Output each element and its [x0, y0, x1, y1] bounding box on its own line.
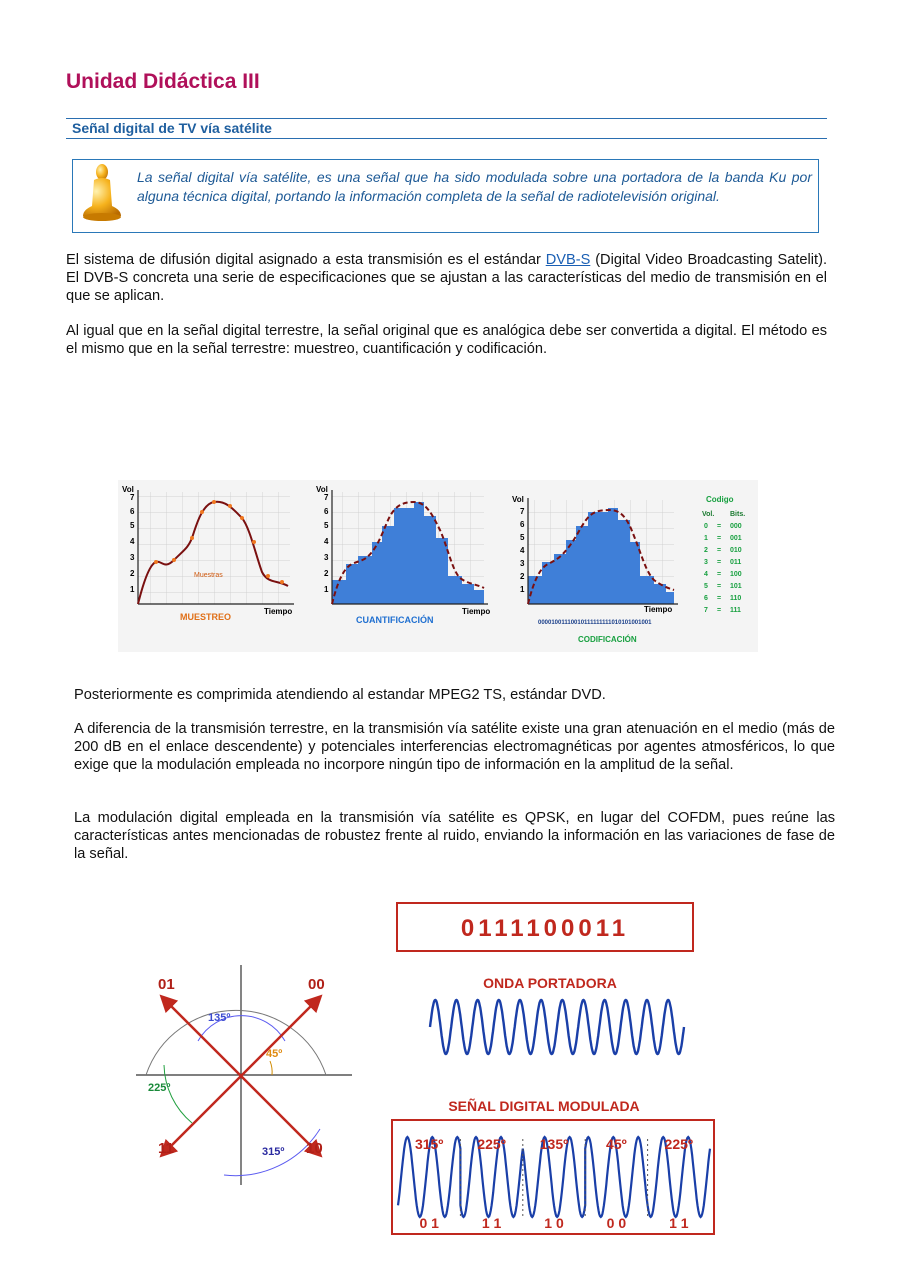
code-eq: = — [717, 583, 722, 590]
digitization-figure — [118, 480, 758, 652]
code-eq: = — [717, 559, 722, 566]
code-bits-4: 100 — [730, 571, 742, 578]
quantization-chart — [316, 485, 490, 625]
page-title: Unidad Didáctica III — [66, 70, 260, 93]
sampling-chart — [122, 485, 294, 622]
svg-text:6: 6 — [520, 520, 525, 529]
svg-text:1: 1 — [130, 585, 135, 594]
svg-text:2: 2 — [324, 569, 329, 578]
tiempo-label-1: Tiempo — [264, 607, 293, 616]
paragraph-attenuation: A diferencia de la transmisión terrestre, en la transmisión vía satélite existe una gran atenuación en el medio (más de 200 dB en el enlace descendente) y potenciales interferencias electromagnéticas por agentes atmosféricos, lo que exige que la modulación empleada no incorpore ningún tipo de información en la amplitud de la señal. — [74, 721, 835, 773]
code-bits-3: 011 — [730, 559, 742, 566]
quadrant-00-label: 00 — [308, 976, 325, 993]
paragraph-dvb-s — [66, 251, 827, 305]
codificacion-label: CODIFICACIÓN — [578, 635, 637, 644]
code-bits-1: 001 — [730, 535, 742, 542]
bitstream-label: 00001001110010111111111010101001001 — [538, 620, 652, 626]
svg-text:3: 3 — [324, 553, 329, 562]
code-vol-0: 0 — [704, 523, 708, 530]
phase-label: 135º — [539, 1136, 569, 1152]
code-vol-4: 4 — [704, 571, 708, 578]
svg-text:4: 4 — [520, 546, 525, 555]
quadrant-11-label: 11 — [158, 1140, 174, 1157]
svg-text:7: 7 — [520, 507, 525, 516]
code-eq: = — [717, 523, 722, 530]
bit-pair-label: 1 0 — [544, 1215, 564, 1231]
cuantificacion-label: CUANTIFICACIÓN — [356, 615, 434, 625]
tiempo-label-3: Tiempo — [644, 605, 673, 614]
codigo-title: Codigo — [706, 495, 734, 504]
qpsk-figure — [120, 893, 732, 1240]
bit-pair-label: 1 1 — [669, 1215, 689, 1231]
dvb-s-link[interactable]: DVB-S — [545, 252, 591, 268]
code-bits-6: 110 — [730, 595, 742, 602]
svg-text:6: 6 — [324, 507, 329, 516]
paragraph-qpsk: La modulación digital empleada en la transmisión vía satélite es QPSK, en lugar del COFDM, pues reúne las características antes mencionadas de robustez frente al ruido, enviando la información en las variaciones de fase de la señal. — [74, 810, 835, 862]
bit-pair-label: 0 0 — [606, 1215, 627, 1231]
phase-label: 225º — [477, 1136, 506, 1152]
muestreo-label: MUESTREO — [180, 612, 232, 622]
angle-315-label: 315º — [262, 1146, 285, 1158]
bit-pair-label: 1 1 — [481, 1215, 502, 1231]
quadrant-10-label: 10 — [306, 1140, 323, 1157]
svg-text:4: 4 — [324, 537, 329, 546]
svg-text:7: 7 — [130, 493, 135, 502]
p1-text-before: El sistema de difusión digital asignado a esta transmisión es el estándar — [66, 252, 546, 268]
svg-text:3: 3 — [520, 559, 525, 568]
vol-label-1: Vol — [122, 485, 134, 494]
svg-text:5: 5 — [520, 533, 525, 542]
phase-label: 315º — [414, 1136, 444, 1152]
code-vol-3: 3 — [704, 559, 708, 566]
angle-45-label: 45º — [266, 1048, 283, 1060]
note-text: La señal digital vía satélite, es una señal que ha sido modulada sobre una portadora de la banda Ku por alguna técnica digital, portando la información completa de la señal de radiotelevisión original. — [137, 169, 812, 204]
code-vol-1: 1 — [704, 535, 708, 542]
angle-225-label: 225º — [148, 1082, 171, 1094]
svg-text:1: 1 — [520, 585, 525, 594]
svg-text:5: 5 — [324, 521, 329, 530]
bell-icon — [79, 162, 125, 226]
phase-label: 45º — [606, 1136, 627, 1152]
code-bits-5: 101 — [730, 583, 742, 590]
muestras-label: Muestras — [194, 572, 223, 579]
svg-text:7: 7 — [324, 493, 329, 502]
svg-text:1: 1 — [324, 585, 329, 594]
code-bits-2: 010 — [730, 547, 742, 554]
svg-text:5: 5 — [130, 521, 135, 530]
bits-col-header: Bits. — [730, 511, 746, 518]
phase-label: 225º — [664, 1136, 694, 1152]
svg-text:3: 3 — [130, 553, 135, 562]
angle-135-label: 135º — [208, 1012, 231, 1024]
tiempo-label-2: Tiempo — [462, 607, 491, 616]
modulated-label: SEÑAL DIGITAL MODULADA — [448, 1098, 640, 1114]
vol-label-2: Vol — [316, 485, 328, 494]
paragraph-conversion: Al igual que en la señal digital terrestre, la señal original que es analógica debe ser convertida a digital. El método es el mismo que en la señal terrestre: muestreo, cuantificación y codificación. — [66, 323, 827, 357]
vol-label-3: Vol — [512, 495, 524, 504]
code-bits-7: 111 — [730, 607, 741, 614]
code-eq: = — [717, 535, 722, 542]
paragraph-mpeg2: Posteriormente es comprimida atendiendo al estandar MPEG2 TS, estándar DVD. — [74, 687, 606, 703]
svg-text:2: 2 — [130, 569, 135, 578]
bit-sequence: 0111100011 — [460, 915, 630, 942]
code-eq: = — [717, 547, 722, 554]
code-vol-6: 6 — [704, 595, 708, 602]
vol-col-header: Vol. — [702, 511, 715, 518]
code-vol-5: 5 — [704, 583, 708, 590]
svg-text:2: 2 — [520, 572, 525, 581]
svg-text:6: 6 — [130, 507, 135, 516]
code-eq: = — [717, 595, 722, 602]
carrier-label: ONDA PORTADORA — [483, 975, 617, 991]
section-title: Señal digital de TV vía satélite — [72, 120, 272, 136]
code-vol-7: 7 — [704, 607, 708, 614]
bit-pair-label: 0 1 — [419, 1215, 439, 1231]
note-box — [72, 159, 819, 233]
code-eq: = — [717, 607, 722, 614]
section-header — [66, 118, 827, 139]
code-vol-2: 2 — [704, 547, 708, 554]
code-eq: = — [717, 571, 722, 578]
svg-text:4: 4 — [130, 537, 135, 546]
code-bits-0: 000 — [730, 523, 742, 530]
p1-text-after: (Digital Video Broadcasting Satelit). El DVB-S concreta una serie de especificaciones que se ajustan a las características del medio de transmisión en el que se aplican. — [66, 252, 827, 304]
quadrant-01-label: 01 — [158, 976, 175, 993]
